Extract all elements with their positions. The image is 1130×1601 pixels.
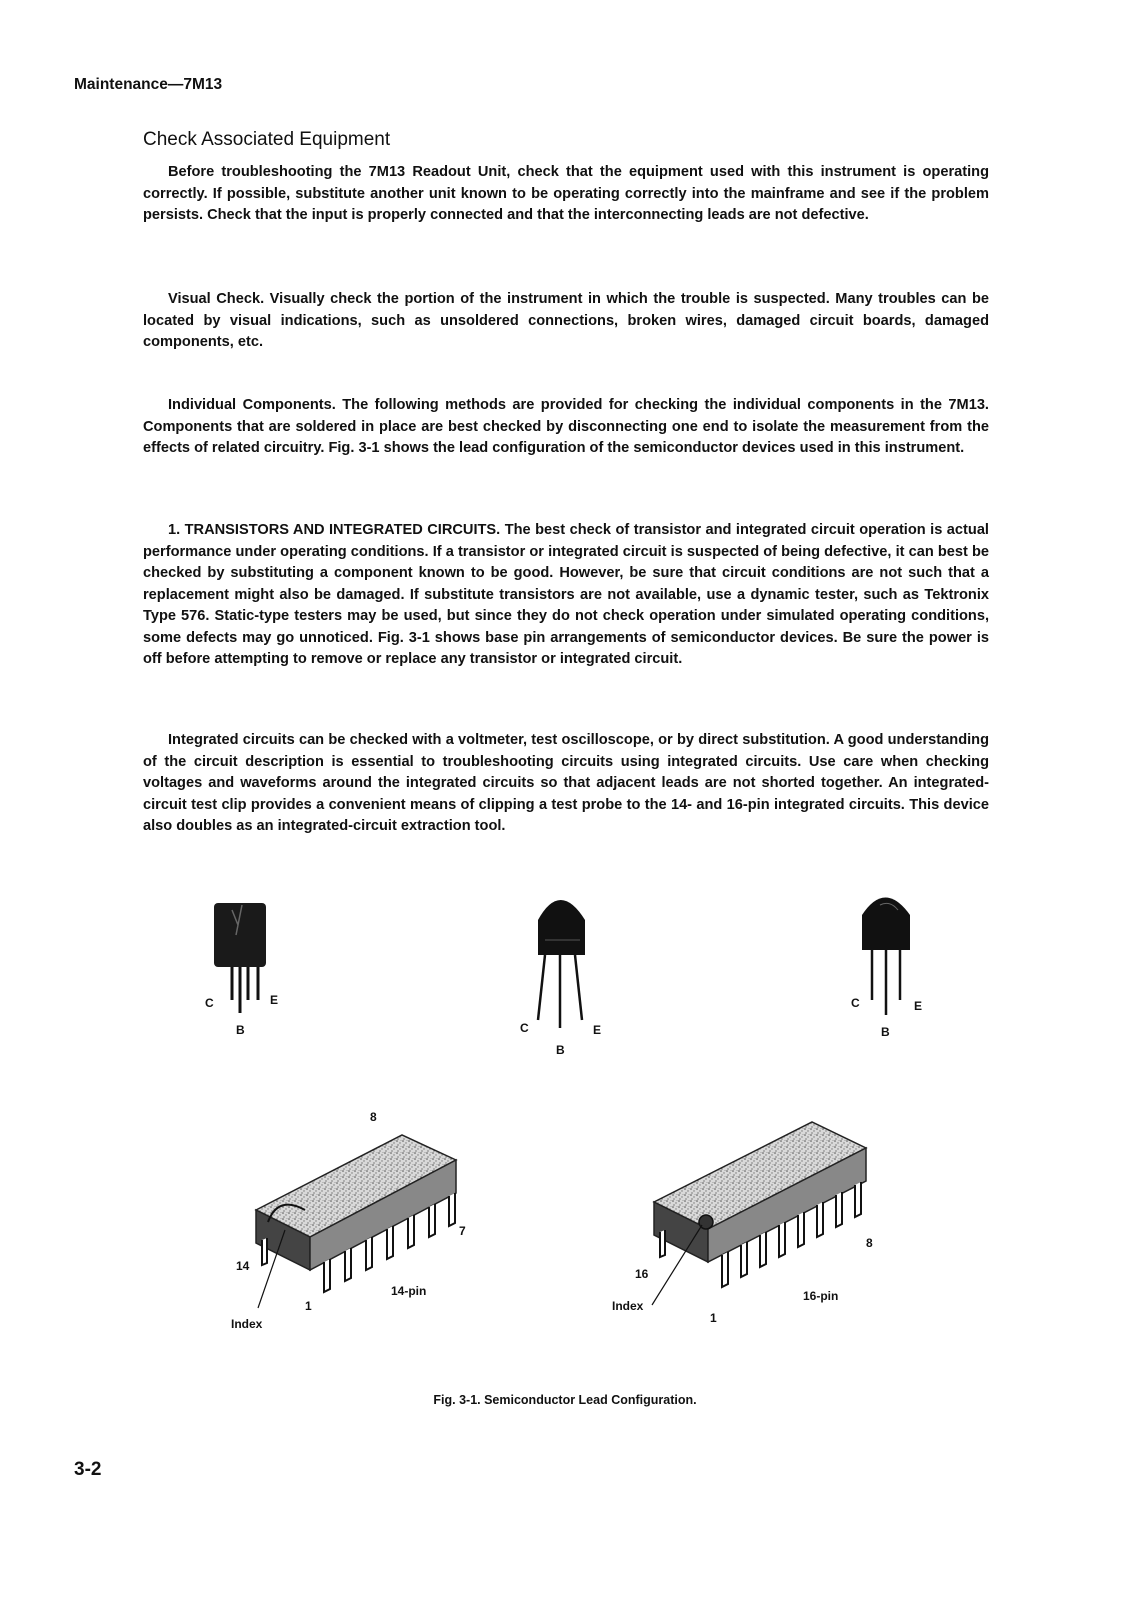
ic-14-index-label: Index <box>231 1317 263 1331</box>
transistor-2-body <box>538 900 585 955</box>
ic-16-pin-16-label: 16 <box>635 1267 649 1281</box>
transistor-1-collector-label: C <box>205 996 214 1010</box>
transistor-3-body <box>862 898 910 951</box>
ic-14-pin-1-label: 1 <box>305 1299 312 1313</box>
transistor-3 <box>851 898 922 1040</box>
page-header: Maintenance—7M13 <box>74 76 223 93</box>
ic-14-pin-14-label: 14 <box>236 1259 250 1273</box>
page-number: 3-2 <box>74 1459 102 1480</box>
transistor-3-base-label: B <box>881 1025 890 1039</box>
ic-14-pin <box>231 1110 466 1331</box>
ic-16-pin-count-label: 16-pin <box>803 1289 839 1303</box>
transistor-3-collector-label: C <box>851 996 860 1010</box>
transistor-1-emitter-label: E <box>270 993 279 1007</box>
ic-14-pin-7-label: 7 <box>459 1224 466 1238</box>
paragraph-transistors-ics: 1. TRANSISTORS AND INTEGRATED CIRCUITS. The best check of transistor and integrated circuit operation is actual performance under operating conditions. If a transistor or integrated circuit is suspected of being defective, it can best be checked by substituting a component known to be good. However, be sure that circuit conditions are not such that a replacement might also be damaged. If substitute transistors are not available, use a dynamic tester, such as Tektronix Type 576. Static-type testers may be used, but since they do not check operation under simulated operating conditions, some defects may go unnoticed. Fig. 3-1 shows base pin arrangements of semiconductor devices. Be sure the power is off before attempting to remove or replace any transistor or integrated circuit. <box>143 522 989 667</box>
ic-16-pin-1-label: 1 <box>710 1311 717 1325</box>
ic-16-pin-8-label: 8 <box>866 1236 873 1250</box>
transistor-1 <box>205 903 278 1037</box>
ic-14-pin-8-label: 8 <box>370 1110 377 1124</box>
transistor-2 <box>520 900 601 1057</box>
transistor-2-emitter-label: E <box>593 1023 602 1037</box>
transistor-2-base-label: B <box>556 1043 565 1057</box>
transistor-3-emitter-label: E <box>914 999 923 1013</box>
paragraph-visual-check: Visual Check. Visually check the portion of the instrument in which the trouble is suspected. Many troubles can be located by visual indications, such as unsoldered connections, broken wires, damaged circuit boards, damaged components, etc. <box>143 291 989 350</box>
ic-16-pin <box>612 1122 873 1325</box>
paragraph-check-equipment: Before troubleshooting the 7M13 Readout Unit, check that the equipment used with this instrument is operating correctly. If possible, substitute another unit known to be operating correctly into the mainframe and see if the problem persists. Check that the input is properly connected and that the interconnecting leads are not defective. <box>143 164 989 223</box>
figure-caption: Fig. 3-1. Semiconductor Lead Configuration. <box>433 1393 697 1407</box>
section-title: Check Associated Equipment <box>143 129 391 150</box>
transistor-2-collector-label: C <box>520 1021 529 1035</box>
paragraph-individual-components: Individual Components. The following methods are provided for checking the individual components in the 7M13. Components that are soldered in place are best checked by disconnecting one end to isolate the measurement from the effects of related circuitry. Fig. 3-1 shows the lead configuration of the semiconductor devices used in this instrument. <box>143 397 989 456</box>
paragraph-integrated-circuits: Integrated circuits can be checked with a voltmeter, test oscilloscope, or by direct substitution. A good understanding of the circuit description is essential to troubleshooting circuits using integrated circuits. Use care when checking voltages and waveforms around the integrated circuits so that adjacent leads are not shorted together. An integrated-circuit test clip provides a convenient means of clipping a test probe to the 14- and 16-pin integrated circuits. This device also doubles as an integrated-circuit extraction tool. <box>143 732 989 834</box>
transistor-1-base-label: B <box>236 1023 245 1037</box>
ic-16-index-label: Index <box>612 1299 644 1313</box>
ic-14-pin-count-label: 14-pin <box>391 1284 427 1298</box>
